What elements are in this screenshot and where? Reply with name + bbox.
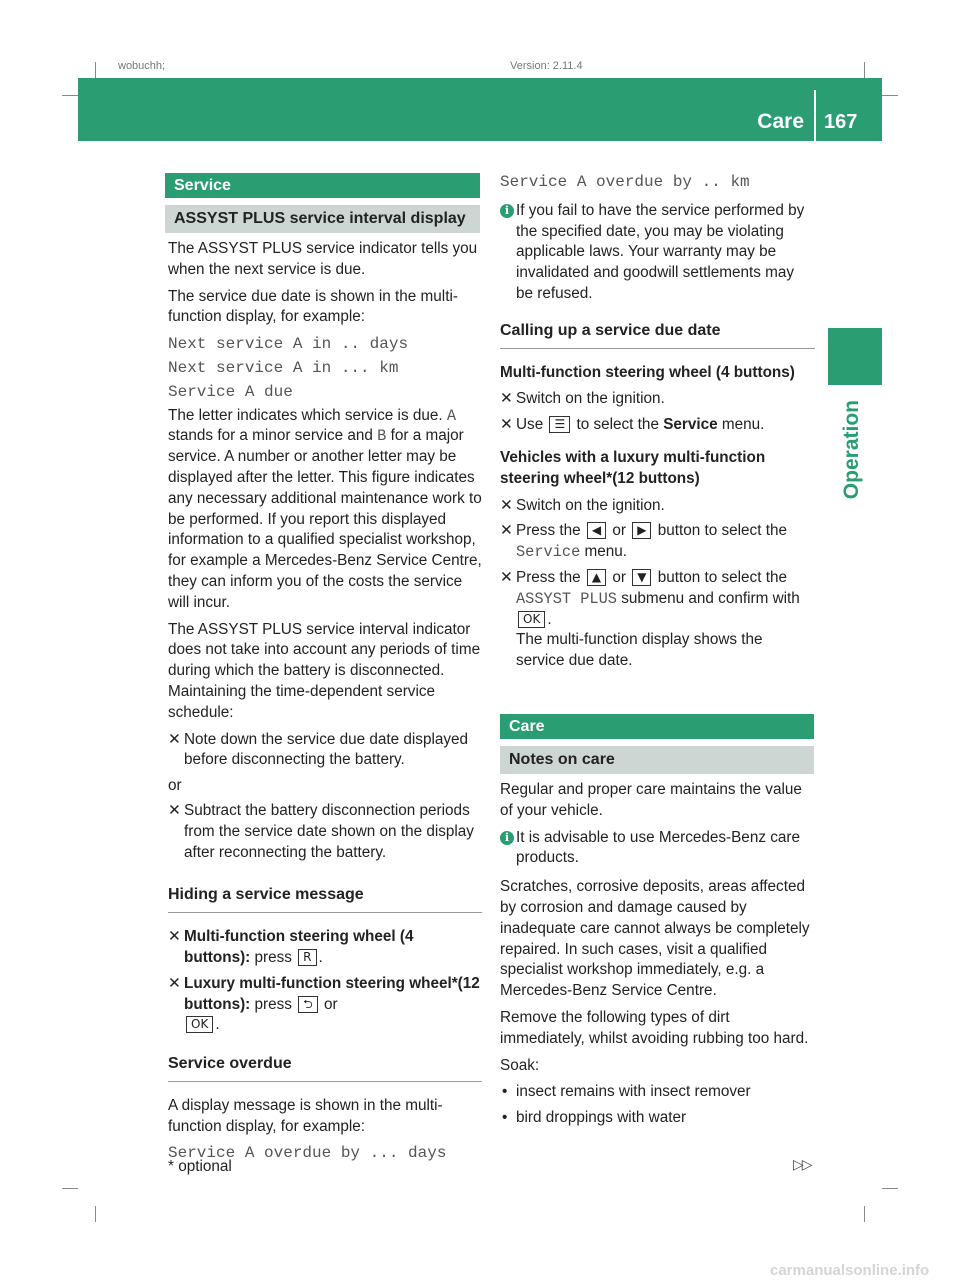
list-text: bird droppings with water: [516, 1109, 687, 1127]
menu-key-icon: ☰: [549, 416, 570, 433]
step-text: or: [612, 568, 626, 586]
paragraph: Scratches, corrosive deposits, areas affected by corrosion and damage caused by inadequate care cannot always be completely repaired. In such cases, visit a qualified specialist workshop immediately, e.g. a Mercedes-Benz Service Centre.: [500, 878, 810, 1000]
list-item: [500, 1108, 815, 1129]
menu-name: Service: [663, 416, 718, 434]
paragraph: Remove the following types of dirt immediately, whilst avoiding rubbing too hard.: [500, 1008, 809, 1047]
right-column: [500, 172, 815, 677]
step-text: button to select the: [657, 522, 787, 540]
step-item: [500, 389, 815, 410]
step-item: ✕ Luxury multi-function steering wheel*(12 buttons): press ⮌ or OK .: [168, 974, 480, 1034]
list-text: insect remains with insect remover: [516, 1083, 751, 1101]
paragraph: The service due date is shown in the multi-function display, for example:: [168, 287, 458, 326]
back-key-icon: ⮌: [298, 996, 318, 1013]
step-text: Switch on the ignition.: [516, 496, 665, 514]
paragraph: or: [168, 777, 182, 795]
bullet-icon: •: [502, 1083, 508, 1101]
step-text: Press the: [516, 568, 581, 586]
section-band-care: Care: [500, 714, 814, 739]
step-text: Subtract the battery disconnection periods from the service date shown on the display after reconnecting the battery.: [184, 801, 474, 861]
step-arrow-icon: ✕: [168, 928, 181, 946]
crop-mark: [95, 1206, 96, 1222]
watermark: carmanualsonline.info: [770, 1262, 930, 1279]
step-text: Note down the service due date displayed before disconnecting the battery.: [184, 730, 469, 769]
step-arrow-icon: ✕: [500, 390, 513, 408]
reset-key-icon: R: [298, 949, 316, 966]
step-item: ✕ Multi-function steering wheel (4 buttons): press R .: [168, 928, 414, 966]
paragraph: Soak:: [500, 1056, 540, 1074]
heading-calling-up-service-due-date: Calling up a service due date: [500, 321, 815, 349]
subheading: Vehicles with a luxury multi-function steering wheel*(12 buttons): [500, 448, 766, 487]
paragraph: A display message is shown in the multi-function display, for example:: [168, 1096, 443, 1135]
display-message: Service A due: [168, 382, 293, 401]
continue-arrow-icon: ▷▷: [793, 1156, 811, 1172]
step-arrow-icon: ✕: [500, 496, 513, 514]
note-text: It is advisable to use Mercedes-Benz care products.: [516, 828, 800, 867]
step-result: The multi-function display shows the service due date.: [516, 631, 763, 670]
right-arrow-key-icon: ▶: [632, 522, 651, 539]
display-message: Service A overdue by ... days: [168, 1144, 447, 1163]
paragraph: [168, 406, 482, 614]
step-item: [500, 521, 815, 563]
text: The letter indicates which service is due.: [168, 406, 443, 424]
service-letter: A: [446, 406, 457, 425]
heading-service-overdue: Service overdue: [168, 1054, 482, 1082]
crop-mark: [62, 1188, 78, 1189]
side-tab-marker: [828, 328, 882, 385]
left-arrow-key-icon: ◀: [587, 522, 606, 539]
list-item: [500, 1082, 815, 1103]
step-text: .: [547, 610, 552, 628]
heading-hiding-service-message: Hiding a service message: [168, 885, 482, 913]
paragraph: The ASSYST PLUS service indicator tells you when the next service is due.: [168, 240, 478, 278]
meta-left: wobuchh;: [118, 60, 166, 72]
section-band-service: Service: [165, 173, 480, 198]
step-text: Switch on the ignition.: [516, 390, 665, 408]
step-text: menu.: [584, 543, 628, 561]
step-bold: Multi-function steering wheel (4 buttons):: [184, 928, 414, 966]
step-text: submenu and confirm with: [621, 589, 800, 607]
crop-mark: [62, 95, 78, 96]
up-arrow-key-icon: ▲: [587, 569, 606, 586]
crop-mark: [882, 1188, 898, 1189]
crop-mark: [95, 62, 96, 78]
display-message: Service A overdue by .. km: [500, 173, 750, 191]
bullet-icon: •: [502, 1109, 508, 1127]
display-menu-name: Service: [516, 543, 581, 562]
right-column-care: [500, 780, 815, 1134]
text: stands for a minor service and: [168, 427, 373, 445]
crop-mark: [864, 62, 865, 78]
step-text: to select the: [576, 416, 659, 434]
text: for a major service. A number or another letter may be displayed after the letter. This figure indicates any necessary additional maintenance work to be performed. If you report this displayed information to a qualified specialist workshop, for example a Mercedes-Benz Service Centre, they can inform you of the costs the service will incur.: [168, 427, 482, 611]
step-text: menu.: [721, 416, 765, 434]
step-arrow-icon: ✕: [500, 522, 513, 540]
step-item: [168, 730, 482, 772]
step-text: press: [254, 948, 292, 966]
step-text: button to select the: [657, 568, 787, 586]
step-text: or: [612, 522, 626, 540]
step-arrow-icon: ✕: [500, 416, 513, 434]
subsection-band-notes-on-care: Notes on care: [500, 746, 814, 774]
step-item: [168, 801, 482, 863]
info-icon: i: [500, 204, 514, 218]
subsection-band-assyst: ASSYST PLUS service interval display: [165, 205, 480, 233]
subheading: Multi-function steering wheel (4 buttons): [500, 363, 795, 381]
meta-center: Version: 2.11.4: [510, 60, 583, 72]
service-letter: B: [377, 427, 387, 446]
step-arrow-icon: ✕: [168, 801, 181, 819]
left-column: [168, 239, 482, 1167]
page-number: 167: [824, 111, 858, 133]
header-section-title: Care: [757, 110, 804, 133]
step-item: [500, 496, 815, 517]
step-text: Press the: [516, 522, 581, 540]
info-icon: i: [500, 831, 514, 845]
step-arrow-icon: ✕: [168, 730, 181, 748]
footnote-optional: * optional: [168, 1158, 232, 1175]
step-text: or: [324, 995, 338, 1013]
ok-key-icon: OK: [186, 1016, 213, 1033]
step-item: [500, 568, 815, 672]
note-text: If you fail to have the service performed by the specified date, you may be violating applicable laws. Your warranty may be invalidated and goodwill settlements may be refused.: [516, 201, 805, 302]
step-arrow-icon: ✕: [500, 568, 513, 586]
step-text: press: [254, 995, 292, 1013]
side-tab-label: Operation: [840, 400, 863, 500]
paragraph: The ASSYST PLUS service interval indicator does not take into account any periods of time during which the battery is disconnected. Maintaining the time-dependent service schedule:: [168, 620, 481, 721]
step-text: Use: [516, 416, 544, 434]
header-divider: [814, 90, 816, 141]
info-note: [500, 828, 815, 870]
info-note: [500, 201, 815, 305]
crop-mark: [864, 1206, 865, 1222]
display-menu-name: ASSYST PLUS: [516, 589, 617, 608]
step-item: [500, 415, 815, 436]
display-message: Next service A in ... km: [168, 358, 399, 377]
display-message: Next service A in .. days: [168, 335, 409, 354]
step-arrow-icon: ✕: [168, 974, 181, 992]
down-arrow-key-icon: ▼: [632, 569, 651, 586]
ok-key-icon: OK: [518, 611, 545, 628]
crop-mark: [882, 95, 898, 96]
paragraph: Regular and proper care maintains the value of your vehicle.: [500, 781, 802, 819]
step-bold: Luxury multi-function steering wheel*(12 buttons):: [184, 974, 480, 1013]
